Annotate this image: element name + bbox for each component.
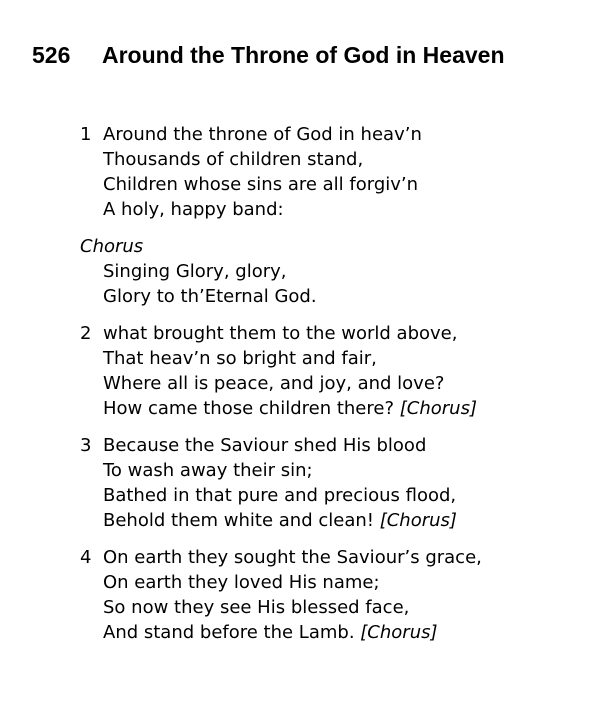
verse-line <box>103 508 580 533</box>
verse-line-text: Behold them white and clean! <box>103 510 374 531</box>
chorus-lines <box>80 259 580 309</box>
verse-line: On earth they sought the Saviour’s grace, <box>103 547 482 568</box>
verse-line: Thousands of children stand, <box>103 149 364 170</box>
verse-line <box>103 620 580 645</box>
chorus-line: Singing Glory, glory, <box>103 261 287 282</box>
chorus-refrain-marker: [Chorus] <box>399 398 477 419</box>
verse-line: Around the throne of God in heav’n <box>103 124 422 145</box>
verse-line-text: And stand before the Lamb. <box>103 622 355 643</box>
verse-line <box>103 396 580 421</box>
chorus-refrain-marker: [Chorus] <box>379 510 457 531</box>
verse-line: Where all is peace, and joy, and love? <box>103 373 445 394</box>
chorus-line: Glory to th’Eternal God. <box>103 286 317 307</box>
verse-3 <box>80 433 580 533</box>
verse-2 <box>80 321 580 421</box>
chorus <box>80 234 580 309</box>
verse-line: On earth they loved His name; <box>103 572 380 593</box>
chorus-refrain-marker: [Chorus] <box>360 622 438 643</box>
verse-line-text: How came those children there? <box>103 398 395 419</box>
verse-number: 1 <box>80 124 92 145</box>
verse-line: Bathed in that pure and precious flood, <box>103 485 457 506</box>
verse-line: That heav’n so bright and fair, <box>103 348 377 369</box>
verse-line: So now they see His blessed face, <box>103 597 410 618</box>
verse-number: 4 <box>80 547 92 568</box>
verse-line: To wash away their sin; <box>103 460 313 481</box>
verse-1 <box>80 122 580 222</box>
chorus-heading: Chorus <box>80 236 144 257</box>
verse-line: Because the Saviour shed His blood <box>103 435 427 456</box>
verse-line: A holy, happy band: <box>103 199 284 220</box>
hymn-title: Around the Throne of God in Heaven <box>102 42 505 68</box>
hymn-number: 526 <box>32 42 71 68</box>
verse-line: what brought them to the world above, <box>103 323 458 344</box>
verse-line: Children whose sins are all forgiv’n <box>103 174 419 195</box>
hymn-lyrics <box>80 122 580 657</box>
hymn-title-row <box>32 40 505 70</box>
verse-4 <box>80 545 580 645</box>
verse-number: 2 <box>80 323 92 344</box>
verse-number: 3 <box>80 435 92 456</box>
